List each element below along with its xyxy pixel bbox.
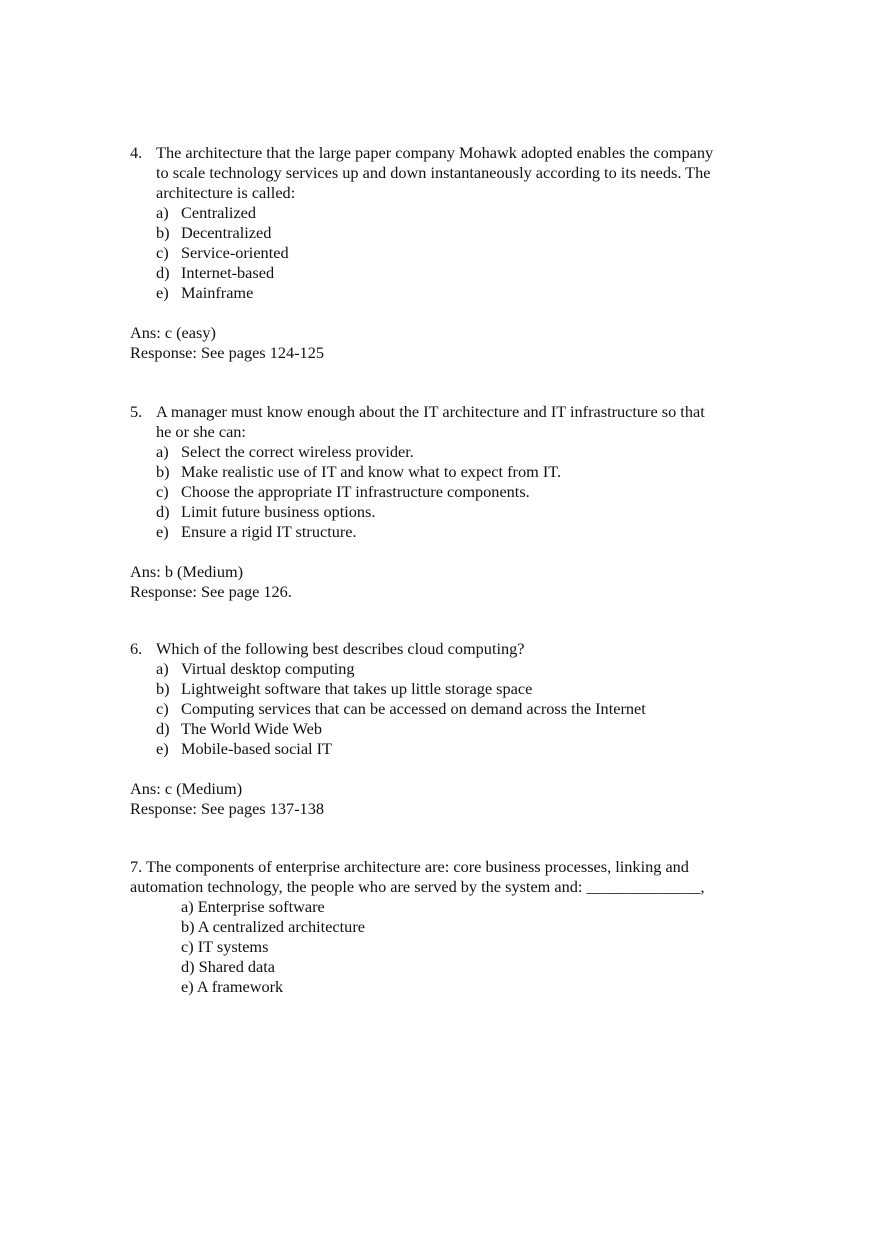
option [130,263,770,283]
question-6 [130,639,770,819]
option-letter: c) [156,699,169,718]
question-text: Which of the following best describes cloud computing? [156,639,525,658]
question-number: 5. [130,402,143,421]
question-text: to scale technology services up and down instantaneously according to its needs. The [156,163,711,182]
option-letter: e) [156,739,169,758]
option [130,719,770,739]
option-letter: d) [156,719,170,738]
question-text: he or she can: [156,422,246,441]
option [130,223,770,243]
option-letter: d) [156,502,170,521]
option-letter: e) [156,283,169,302]
option-text: Choose the appropriate IT infrastructure components. [181,482,530,501]
option-letter: c) [156,482,169,501]
option-letter: b) [156,462,170,481]
option-text: Virtual desktop computing [181,659,355,678]
option-letter: c) [156,243,169,262]
question-4 [130,143,770,363]
option [130,243,770,263]
option: a) Enterprise software [181,897,325,916]
response: Response: See pages 124-125 [130,343,324,362]
question-text: 7. The components of enterprise architecture are: core business processes, linking and [130,857,689,876]
option [130,659,770,679]
option-text: Ensure a rigid IT structure. [181,522,357,541]
option [130,699,770,719]
option-text: Mainframe [181,283,254,302]
option-text: Computing services that can be accessed on demand across the Internet [181,699,646,718]
question-number: 6. [130,639,143,658]
option-letter: a) [156,442,169,461]
option [130,679,770,699]
question-7 [130,857,770,997]
question-text: The architecture that the large paper company Mohawk adopted enables the company [156,143,714,162]
option-letter: d) [156,263,170,282]
answer: Ans: c (Medium) [130,779,243,798]
option-text: Centralized [181,203,257,222]
question-number: 4. [130,143,143,162]
option-letter: b) [156,679,170,698]
option-letter: e) [156,522,169,541]
option [130,203,770,223]
option-letter: a) [156,203,169,222]
option [130,283,770,303]
question-5 [130,402,770,602]
option-text: Select the correct wireless provider. [181,442,414,461]
question-text: architecture is called: [156,183,296,202]
option-text: Limit future business options. [181,502,376,521]
question-text: A manager must know enough about the IT architecture and IT infrastructure so that [156,402,705,421]
answer: Ans: b (Medium) [130,562,244,581]
option: d) Shared data [181,957,276,976]
option [130,502,770,522]
option-text: Mobile-based social IT [181,739,333,758]
answer: Ans: c (easy) [130,323,216,342]
option-letter: a) [156,659,169,678]
question-text: automation technology, the people who are served by the system and: ______________, [130,877,705,896]
option [130,442,770,462]
option: c) IT systems [181,937,269,956]
option-letter: b) [156,223,170,242]
option-text: Service-oriented [181,243,289,262]
option-text: Lightweight software that takes up little storage space [181,679,533,698]
response: Response: See page 126. [130,582,292,601]
option-text: Make realistic use of IT and know what to expect from IT. [181,462,562,481]
response: Response: See pages 137-138 [130,799,324,818]
option: b) A centralized architecture [181,917,365,936]
option [130,462,770,482]
option [130,482,770,502]
option: e) A framework [181,977,284,996]
option-text: The World Wide Web [181,719,322,738]
option [130,522,770,542]
option-text: Internet-based [181,263,275,282]
option [130,739,770,759]
option-text: Decentralized [181,223,272,242]
